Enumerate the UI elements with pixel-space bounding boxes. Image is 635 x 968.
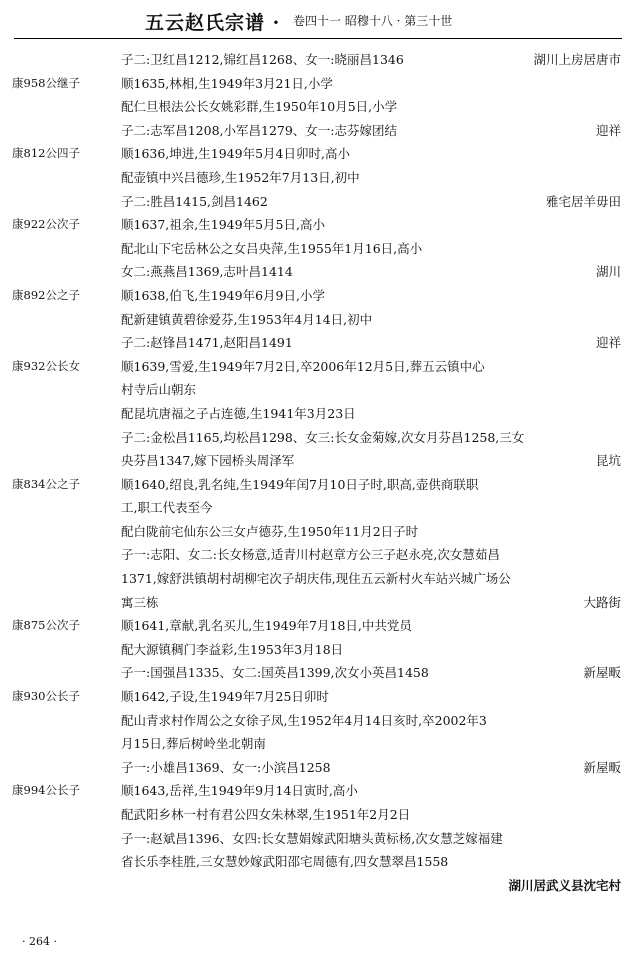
entry-text: 配山青求村作周公之女徐子凤,生1952年4月14日亥时,卒2002年3 <box>121 712 487 728</box>
entry-text: 顺1641,章献,乳名买儿,生1949年7月18日,中共党员 <box>121 618 412 634</box>
entry-text: 顺1643,岳祥,生1949年9月14日寅时,高小 <box>121 783 358 799</box>
entry-line <box>0 260 635 284</box>
entry-text: 配白陇前宅仙东公三女卢德芬,生1950年11月2日子时 <box>121 523 419 539</box>
entry-line <box>0 95 635 119</box>
entry-line <box>0 449 635 473</box>
residence-place: 大路街 <box>583 594 621 610</box>
entry-text: 女二:燕燕昌1369,志叶昌1414 <box>121 264 293 280</box>
chapter-subtitle: 卷四十一 昭穆十八 · 第三十世 <box>293 14 453 28</box>
entry-line <box>0 756 635 780</box>
entry-line <box>0 874 635 898</box>
entry-text: 村寺后山朝东 <box>121 382 197 398</box>
entry-text: 子二:志军昌1208,小军昌1279、女一:志芬嫁团结 <box>121 122 398 138</box>
page-number: · 264 · <box>22 935 57 948</box>
entry-line <box>0 543 635 567</box>
residence-place: 新屋畈 <box>583 759 621 775</box>
residence-place: 迎祥 <box>595 122 621 138</box>
entry-text: 顺1638,伯飞,生1949年6月9日,小学 <box>121 287 325 303</box>
page-header <box>0 8 635 34</box>
entry-line <box>0 614 635 638</box>
entry-line <box>0 378 635 402</box>
generation-label: 康812公四子 <box>12 146 80 161</box>
residence-place: 迎祥 <box>595 335 621 351</box>
entry-text: 子一:小雄昌1369、女一:小滨昌1258 <box>121 759 331 775</box>
generation-label: 康834公之子 <box>12 476 80 491</box>
entry-line <box>0 190 635 214</box>
entry-line <box>0 308 635 332</box>
entry-text: 配大源镇稠门李益彩,生1953年3月18日 <box>121 641 344 657</box>
entry-line <box>0 567 635 591</box>
entry-line <box>0 779 635 803</box>
residence-place: 湖川 <box>595 264 621 280</box>
entry-line <box>0 48 635 72</box>
entry-text: 子一:赵斌昌1396、女四:长女慧娟嫁武阳塘头黄标杨,次女慧芝嫁福建 <box>121 830 503 846</box>
entry-text: 寓三栋 <box>121 594 159 610</box>
book-title: 五云赵氏宗谱 · <box>145 12 281 34</box>
generation-label: 康958公继子 <box>12 75 80 90</box>
entry-text: 工,职工代表至今 <box>121 500 213 516</box>
entry-text: 配北山下宅岳林公之女吕央萍,生1955年1月16日,高小 <box>121 240 423 256</box>
entry-text: 顺1635,林相,生1949年3月21日,小学 <box>121 75 333 91</box>
entry-text: 配昆坑唐福之子占连德,生1941年3月23日 <box>121 405 356 421</box>
entry-text: 顺1639,雪爱,生1949年7月2日,卒2006年12月5日,葬五云镇中心 <box>121 358 485 374</box>
entry-line <box>0 732 635 756</box>
entry-text: 配仁旦根法公长女姚彩群,生1950年10月5日,小学 <box>121 99 398 115</box>
entry-text: 央芬昌1347,嫁下园桥头周泽军 <box>121 453 295 469</box>
entry-text: 子一:国强昌1335、女二:国英昌1399,次女小英昌1458 <box>121 665 429 681</box>
generation-label: 康875公次子 <box>12 618 80 633</box>
entry-line <box>0 685 635 709</box>
entry-text: 顺1637,祖余,生1949年5月5日,高小 <box>121 217 325 233</box>
entry-line <box>0 827 635 851</box>
entry-line <box>0 850 635 874</box>
entry-text: 1371,嫁舒洪镇胡村胡柳宅次子胡庆伟,现住五云新村火车站兴城广场公 <box>121 571 511 587</box>
entry-text: 子二:赵锋昌1471,赵阳昌1491 <box>121 335 293 351</box>
residence-place: 湖川上房居唐市 <box>533 52 621 67</box>
entry-text: 顺1636,坤进,生1949年5月4日卯时,高小 <box>121 146 350 162</box>
entry-line <box>0 709 635 733</box>
entry-line <box>0 638 635 662</box>
genealogy-entries <box>0 48 635 897</box>
residence-place: 雅宅居羊毋田 <box>545 193 621 209</box>
entry-line <box>0 142 635 166</box>
entry-line <box>0 213 635 237</box>
entry-line <box>0 355 635 379</box>
residence-place: 昆坑 <box>595 453 621 469</box>
entry-line <box>0 496 635 520</box>
entry-text: 省长乐李桂胜,三女慧妙嫁武阳邵宅周德有,四女慧翠昌1558 <box>121 854 449 870</box>
entry-line <box>0 591 635 615</box>
entry-line <box>0 284 635 308</box>
generation-label: 康892公之子 <box>12 287 80 302</box>
entry-line <box>0 473 635 497</box>
entry-text: 配壶镇中兴吕德珍,生1952年7月13日,初中 <box>121 169 360 185</box>
entry-line <box>0 803 635 827</box>
residence-place: 湖川居武义县沈宅村 <box>508 877 621 893</box>
entry-text: 顺1642,子设,生1949年7月25日卯时 <box>121 689 329 705</box>
entry-text: 配武阳乡林一村有君公四女朱林翠,生1951年2月2日 <box>121 807 411 822</box>
entry-line <box>0 237 635 261</box>
entry-line <box>0 166 635 190</box>
entry-text: 子二:胜昌1415,剑昌1462 <box>121 193 268 209</box>
entry-text: 子一:志阳、女二:长女杨意,适青川村赵章方公三子赵永亮,次女慧茹昌 <box>121 547 500 563</box>
entry-line <box>0 661 635 685</box>
generation-label: 康932公长女 <box>12 358 80 373</box>
entry-text: 子二:卫红昌1212,锦红昌1268、女一:晓丽昌1346 <box>121 52 404 67</box>
entry-line <box>0 520 635 544</box>
generation-label: 康994公长子 <box>12 783 80 798</box>
generation-label: 康930公长子 <box>12 689 80 704</box>
generation-label: 康922公次子 <box>12 217 80 232</box>
entry-text: 子二:金松昌1165,均松昌1298、女三:长女金菊嫁,次女月芬昌1258,三女 <box>121 429 525 445</box>
entry-text: 顺1640,绍良,乳名纯,生1949年闰7月10日子时,职高,壶供商联职 <box>121 476 479 492</box>
entry-text: 月15日,葬后树岭坐北朝南 <box>121 736 266 752</box>
entry-line <box>0 72 635 96</box>
entry-text: 配新建镇黄碧徐爱芬,生1953年4月14日,初中 <box>121 311 373 327</box>
residence-place: 新屋畈 <box>583 665 621 681</box>
entry-line <box>0 402 635 426</box>
entry-line <box>0 426 635 450</box>
entry-line <box>0 331 635 355</box>
header-rule <box>14 38 622 39</box>
entry-line <box>0 119 635 143</box>
